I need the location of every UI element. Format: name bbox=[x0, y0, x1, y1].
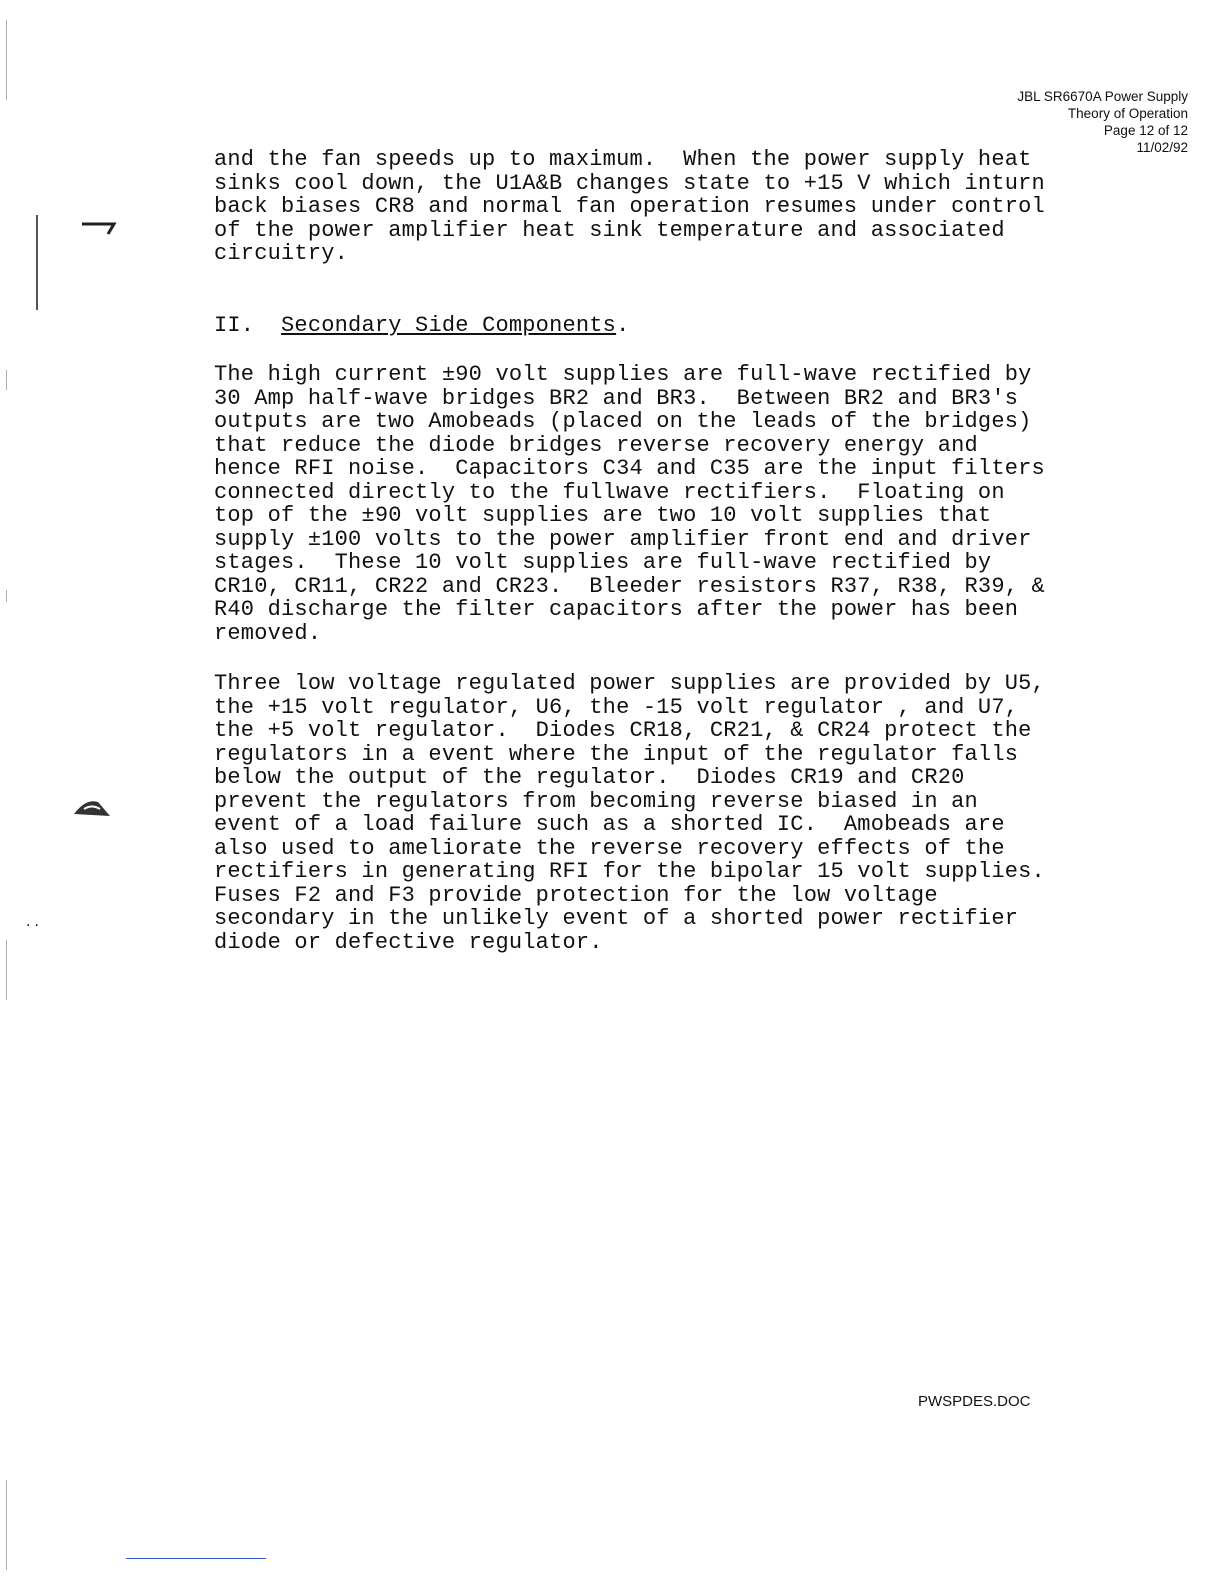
header-product: JBL SR6670A Power Supply bbox=[1017, 89, 1188, 104]
text-line: top of the ±90 volt supplies are two 10 volt supplies that bbox=[214, 503, 992, 528]
text-line: 30 Amp half-wave bridges BR2 and BR3. Between BR2 and BR3's bbox=[214, 385, 1019, 411]
section-number: II. bbox=[214, 312, 255, 338]
text-line: supply ±100 volts to the power amplifier front end and driver bbox=[214, 526, 1032, 552]
text-line: of the power amplifier heat sink temperature and associated bbox=[214, 217, 1005, 243]
text-line: regulators in a event where the input of the regulator falls bbox=[214, 741, 1019, 767]
continuation-paragraph bbox=[214, 148, 1114, 266]
text-line: rectifiers in generating RFI for the bipolar 15 volt supplies. bbox=[214, 859, 1045, 884]
header-subtitle: Theory of Operation bbox=[1067, 106, 1188, 121]
text-line: hence RFI noise. Capacitors C34 and C35 are the input filters bbox=[214, 456, 1045, 481]
text-line: diode or defective regulator. bbox=[214, 929, 603, 955]
section-heading bbox=[214, 314, 1114, 338]
header-date: 11/02/92 bbox=[1136, 140, 1188, 155]
scan-blob-mark bbox=[72, 792, 112, 820]
bottom-rule bbox=[126, 1558, 266, 1559]
text-line: connected directly to the fullwave rectifiers. Floating on bbox=[214, 479, 1005, 505]
margin-bracket-mark bbox=[80, 218, 118, 238]
text-line: R40 discharge the filter capacitors after the power has been bbox=[214, 597, 1019, 622]
paragraph-secondary-supplies bbox=[214, 363, 1114, 645]
text-line: circuitry. bbox=[214, 241, 349, 266]
margin-bracket-line bbox=[36, 215, 38, 310]
text-line: secondary in the unlikely event of a shorted power rectifier bbox=[214, 906, 1019, 931]
text-line: The high current ±90 volt supplies are full-wave rectified by bbox=[214, 362, 1032, 387]
scan-dots-mark: ·· bbox=[26, 918, 43, 934]
text-line: event of a load failure such as a shorted IC. Amobeads are bbox=[214, 812, 1005, 837]
text-line: Fuses F2 and F3 provide protection for the low voltage bbox=[214, 882, 938, 908]
text-line: removed. bbox=[214, 620, 322, 646]
text-line: the +15 volt regulator, U6, the -15 volt regulator , and U7, bbox=[214, 694, 1019, 720]
footer-filename: PWSPDES.DOC bbox=[918, 1393, 1031, 1410]
text-line: back biases CR8 and normal fan operation resumes under control bbox=[214, 194, 1045, 219]
text-line: outputs are two Amobeads (placed on the leads of the bridges) bbox=[214, 409, 1032, 434]
text-line: prevent the regulators from becoming reverse biased in an bbox=[214, 788, 978, 814]
document-body bbox=[214, 148, 1114, 981]
text-line: stages. These 10 volt supplies are full-wave rectified by bbox=[214, 550, 992, 575]
section-title-period: . bbox=[616, 312, 630, 338]
section-title: Secondary Side Components bbox=[281, 312, 617, 338]
scan-edge-mark bbox=[6, 590, 7, 602]
text-line: sinks cool down, the U1A&B changes state to +15 V which inturn bbox=[214, 170, 1045, 196]
scan-edge-mark bbox=[6, 20, 7, 100]
text-line: below the output of the regulator. Diodes CR19 and CR20 bbox=[214, 765, 965, 790]
text-line: the +5 volt regulator. Diodes CR18, CR21, & CR24 protect the bbox=[214, 718, 1032, 743]
text-line: that reduce the diode bridges reverse recovery energy and bbox=[214, 432, 978, 458]
scan-edge-mark bbox=[6, 940, 7, 1000]
scan-edge-mark bbox=[6, 370, 7, 390]
paragraph-low-voltage-regulators bbox=[214, 672, 1114, 954]
text-line: CR10, CR11, CR22 and CR23. Bleeder resistors R37, R38, R39, & bbox=[214, 573, 1045, 599]
text-line: Three low voltage regulated power supplies are provided by U5, bbox=[214, 671, 1045, 696]
scan-edge-mark bbox=[6, 1480, 7, 1570]
header-page-number: Page 12 of 12 bbox=[1103, 123, 1188, 138]
text-line: also used to ameliorate the reverse recovery effects of the bbox=[214, 835, 1005, 861]
document-header bbox=[1017, 88, 1188, 156]
text-line: and the fan speeds up to maximum. When the power supply heat bbox=[214, 147, 1032, 172]
